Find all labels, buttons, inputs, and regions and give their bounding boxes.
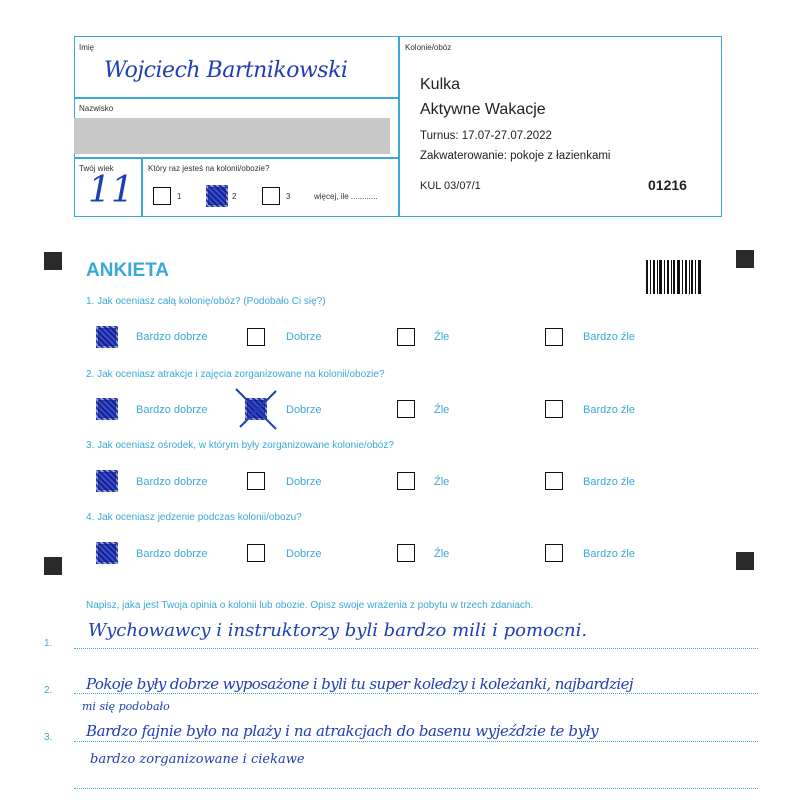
- q1-label-bardzo-dobrze: Bardzo dobrze: [136, 331, 208, 343]
- nazwisko-label: Nazwisko: [79, 104, 114, 113]
- q4-option-zle[interactable]: [397, 544, 415, 562]
- q1-option-bardzo-dobrze[interactable]: [98, 328, 116, 346]
- imie-value: Wojciech Bartnikowski: [104, 58, 348, 83]
- answer-line: [74, 693, 758, 694]
- answer-line-1: Wychowawcy i instruktorzy byli bardzo mili i pomocni.: [88, 620, 588, 641]
- q2-label-dobrze: Dobrze: [286, 404, 322, 416]
- zakwaterowanie: Zakwaterowanie: pokoje z łazienkami: [420, 150, 611, 162]
- camp-program: Aktywne Wakacje: [420, 101, 546, 118]
- visit-count-checkbox-1[interactable]: [153, 187, 171, 205]
- q2-label-zle: Źle: [434, 404, 450, 416]
- wiek-label: Twój wiek: [79, 164, 114, 173]
- line-number: 1.: [44, 638, 53, 649]
- q4-option-bardzo-dobrze[interactable]: [98, 544, 116, 562]
- q2-option-bardzo-dobrze[interactable]: [98, 400, 116, 418]
- q1-option-dobrze[interactable]: [247, 328, 265, 346]
- answer-line-2a: Pokoje były dobrze wyposażone i byli tu super koledzy i koleżanki, najbardziej: [86, 675, 633, 693]
- age-divider: [141, 157, 143, 217]
- q1-label-bardzo-zle: Bardzo źle: [583, 331, 635, 343]
- q3-label-dobrze: Dobrze: [286, 476, 322, 488]
- q1-option-zle[interactable]: [397, 328, 415, 346]
- header-row-divider: [74, 97, 399, 99]
- visit-count-label-3: 3: [286, 192, 291, 201]
- kolonie-label: Kolonie/obóz: [405, 43, 452, 52]
- line-number: 2.: [44, 685, 53, 696]
- answer-line: [74, 741, 758, 742]
- question-2-text: 2. Jak oceniasz atrakcje i zajęcia zorganizowane na kolonii/obozie?: [86, 369, 385, 380]
- turnus: Turnus: 17.07-27.07.2022: [420, 130, 552, 142]
- registration-marker: [736, 250, 754, 268]
- visit-count-checkbox-3[interactable]: [262, 187, 280, 205]
- line-number: 3.: [44, 732, 53, 743]
- q1-label-dobrze: Dobrze: [286, 331, 322, 343]
- q2-option-zle[interactable]: [397, 400, 415, 418]
- q4-label-dobrze: Dobrze: [286, 548, 322, 560]
- form-number: 01216: [648, 177, 687, 193]
- q4-label-zle: Źle: [434, 548, 450, 560]
- q2-label-bardzo-dobrze: Bardzo dobrze: [136, 404, 208, 416]
- ktory-raz-label: Który raz jesteś na kolonii/obozie?: [148, 164, 270, 173]
- camp-name: Kulka: [420, 76, 461, 93]
- q4-option-dobrze[interactable]: [247, 544, 265, 562]
- answer-line-2b: mi się podobało: [82, 700, 170, 713]
- q3-option-bardzo-dobrze[interactable]: [98, 472, 116, 490]
- q4-label-bardzo-zle: Bardzo źle: [583, 548, 635, 560]
- q2-label-bardzo-zle: Bardzo źle: [583, 404, 635, 416]
- answer-line: [74, 648, 758, 649]
- q4-label-bardzo-dobrze: Bardzo dobrze: [136, 548, 208, 560]
- q4-option-bardzo-zle[interactable]: [545, 544, 563, 562]
- cross-out-mark-icon: [232, 385, 280, 433]
- q3-option-zle[interactable]: [397, 472, 415, 490]
- question-4-text: 4. Jak oceniasz jedzenie podczas kolonii/obozu?: [86, 512, 302, 523]
- visit-count-label-1: 1: [177, 192, 182, 201]
- q3-label-bardzo-dobrze: Bardzo dobrze: [136, 476, 208, 488]
- answer-line-3b: bardzo zorganizowane i ciekawe: [90, 752, 305, 767]
- redacted-surname: [74, 118, 390, 154]
- registration-marker: [44, 557, 62, 575]
- opinion-prompt: Napisz, jaka jest Twoja opinia o kolonii lub obozie. Opisz swoje wrażenia z pobytu w trzech zdaniach.: [86, 600, 534, 611]
- header-divider: [398, 36, 400, 217]
- question-3-text: 3. Jak oceniasz ośrodek, w którym były zorganizowane kolonie/obóz?: [86, 440, 394, 451]
- barcode-icon: [646, 260, 702, 294]
- wiek-value: 11: [88, 170, 134, 211]
- q2-option-bardzo-zle[interactable]: [545, 400, 563, 418]
- q3-option-dobrze[interactable]: [247, 472, 265, 490]
- answer-line-3a: Bardzo fajnie było na plaży i na atrakcjach do basenu wyjeździe te były: [86, 722, 599, 740]
- camp-code: KUL 03/07/1: [420, 180, 481, 192]
- wiecej-label: więcej, ile ............: [314, 192, 378, 201]
- answer-line: [74, 788, 758, 789]
- question-1-text: 1. Jak oceniasz całą kolonię/obóz? (Podobało Ci się?): [86, 296, 326, 307]
- q3-label-zle: Źle: [434, 476, 450, 488]
- visit-count-checkbox-2[interactable]: [208, 187, 226, 205]
- registration-marker: [736, 552, 754, 570]
- registration-marker: [44, 252, 62, 270]
- q3-label-bardzo-zle: Bardzo źle: [583, 476, 635, 488]
- q1-label-zle: Źle: [434, 331, 450, 343]
- visit-count-label-2: 2: [232, 192, 237, 201]
- imie-label: Imię: [79, 43, 95, 52]
- header-row-divider: [74, 157, 399, 159]
- survey-title: ANKIETA: [86, 260, 170, 281]
- q3-option-bardzo-zle[interactable]: [545, 472, 563, 490]
- q1-option-bardzo-zle[interactable]: [545, 328, 563, 346]
